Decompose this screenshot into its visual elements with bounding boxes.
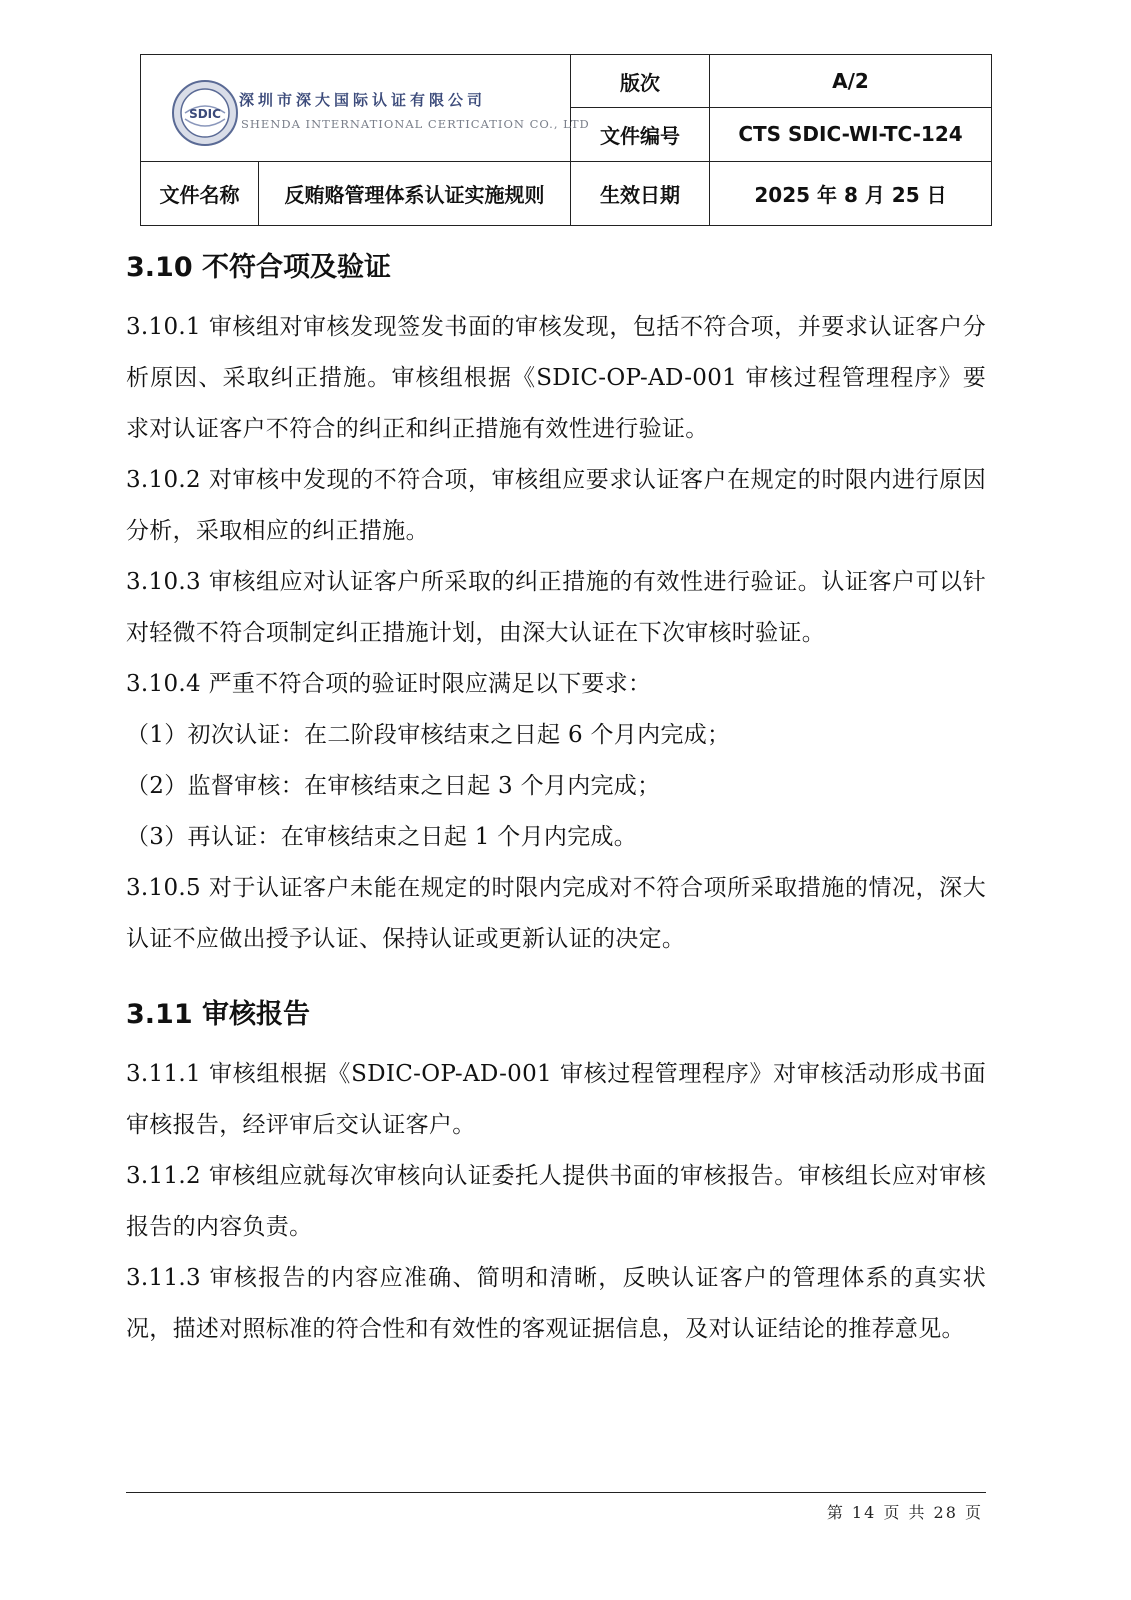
doc-no-label: 文件编号 bbox=[571, 108, 710, 161]
paragraph: 3.11.3 审核报告的内容应准确、简明和清晰，反映认证客户的管理体系的真实状况，描述对照标准的符合性和有效性的客观证据信息，及对认证结论的推荐意见。 bbox=[126, 1265, 986, 1342]
company-name-en: SHENDA INTERNATIONAL CERTICATION CO., LTD bbox=[241, 117, 590, 131]
logo-text: SDIC bbox=[189, 107, 221, 121]
version-label: 版次 bbox=[571, 55, 710, 108]
list-item: （1）初次认证：在二阶段审核结束之日起 6 个月内完成； bbox=[126, 722, 731, 748]
footer-divider bbox=[126, 1492, 986, 1493]
doc-name-label: 文件名称 bbox=[141, 161, 259, 225]
paragraph: 3.10.3 审核组应对认证客户所采取的纠正措施的有效性进行验证。认证客户可以针对轻微不符合项制定纠正措施计划，由深大认证在下次审核时验证。 bbox=[126, 569, 986, 646]
doc-no-value: CTS SDIC-WI-TC-124 bbox=[710, 108, 992, 161]
paragraph: 3.11.1 审核组根据《SDIC-OP-AD-001 审核过程管理程序》对审核活动形成书面审核报告，经评审后交认证客户。 bbox=[126, 1061, 986, 1138]
section-title: 3.10 不符合项及验证 bbox=[126, 252, 392, 283]
doc-name-value: 反贿赂管理体系认证实施规则 bbox=[259, 161, 571, 225]
effective-date-value: 2025 年 8 月 25 日 bbox=[710, 161, 992, 225]
page-number: 第 14 页 共 28 页 bbox=[826, 1503, 983, 1522]
document-body bbox=[126, 240, 986, 1355]
company-logo-cell bbox=[141, 55, 590, 162]
list-item: （2）监督审核：在审核结束之日起 3 个月内完成； bbox=[126, 773, 661, 799]
effective-date-label: 生效日期 bbox=[571, 161, 710, 225]
sdic-logo-icon bbox=[171, 79, 239, 147]
paragraph: 3.11.2 审核组应就每次审核向认证委托人提供书面的审核报告。审核组长应对审核报告的内容负责。 bbox=[126, 1163, 986, 1240]
version-value: A/2 bbox=[710, 55, 992, 108]
paragraph: 3.10.2 对审核中发现的不符合项，审核组应要求认证客户在规定的时限内进行原因分析，采取相应的纠正措施。 bbox=[126, 467, 986, 544]
company-logo bbox=[171, 79, 590, 149]
section-title: 3.11 审核报告 bbox=[126, 999, 311, 1030]
paragraph: 3.10.5 对于认证客户未能在规定的时限内完成对不符合项所采取措施的情况，深大认证不应做出授予认证、保持认证或更新认证的决定。 bbox=[126, 875, 986, 952]
paragraph: 3.10.4 严重不符合项的验证时限应满足以下要求： bbox=[126, 671, 652, 697]
list-item: （3）再认证：在审核结束之日起 1 个月内完成。 bbox=[126, 824, 638, 850]
company-name-cn: 深圳市深大国际认证有限公司 bbox=[239, 91, 487, 109]
document-header-table bbox=[140, 54, 992, 226]
paragraph: 3.10.1 审核组对审核发现签发书面的审核发现，包括不符合项，并要求认证客户分析原因、采取纠正措施。审核组根据《SDIC-OP-AD-001 审核过程管理程序》要求对认证客户不符合的纠正和纠正措施有效性进行验证。 bbox=[126, 314, 986, 442]
